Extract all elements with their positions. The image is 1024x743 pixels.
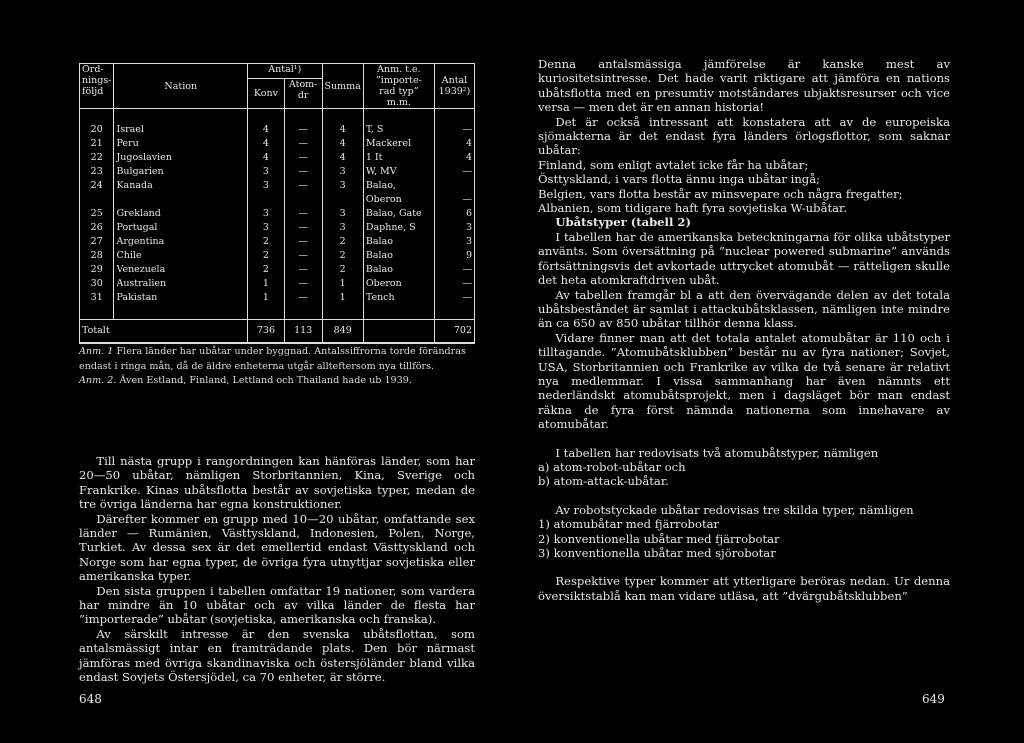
row-summa: 1: [322, 277, 363, 291]
row-summa: 4: [322, 137, 363, 151]
row-atom: —: [284, 207, 322, 221]
paragraph: Av robotstyckade ubåtar redovisas tre skilda typer, nämligen: [555, 502, 914, 517]
row-atom: —: [284, 249, 322, 263]
row-nation: Venezuela: [114, 263, 248, 277]
paragraph: Av tabellen framgår bl a att den övervägande delen av det totala ubåtsbeståndet är samlat i attackubåtsklassen, nämligen inte mindre än ca 650 av 850 ubåtar tillhör denna klass.: [538, 287, 950, 331]
row-konv: 3: [248, 221, 285, 235]
list-item: 1) atomubåtar med fjärrobotar: [538, 517, 720, 532]
table-row: [80, 165, 474, 179]
table-row: [80, 235, 474, 249]
table-row: [80, 221, 474, 235]
row-konv: 2: [248, 235, 285, 249]
row-summa: 2: [322, 235, 363, 249]
submarine-table: [79, 63, 475, 344]
row-summa: 2: [322, 263, 363, 277]
table-body: [80, 109, 474, 320]
header-ordningsfoljd: Ord- nings- följd: [80, 64, 114, 109]
right-page: [512, 0, 1024, 743]
row-anm: W, MV: [363, 165, 434, 179]
table-row: [80, 207, 474, 221]
row-antal-1939: —: [462, 292, 472, 303]
note-1-text: Flera länder har ubåtar under byggnad. Antalssiffrorna torde förändras endast i ringa mån, då de äldre enheterna utgår allteftersom nya tillförs.: [79, 346, 466, 372]
row-antal-1939: 3: [465, 236, 472, 247]
row-konv: 4: [248, 151, 285, 165]
total-konv: 736: [248, 320, 285, 343]
left-body-text: [79, 454, 475, 685]
table-row: [80, 193, 474, 207]
paragraph: Av särskilt intresse är den svenska ubåtsflottan, som antalsmässigt intar en framträdande plats. Den bör närmast jämföras med övriga skandinaviska och östersjöländer bland vilka endast Sovjets Östersjödel, ca 70 enheter, är större.: [79, 626, 475, 685]
row-summa: 4: [322, 151, 363, 165]
row-anm: T, S: [363, 123, 434, 137]
section-heading: Ubåtstyper (tabell 2): [555, 215, 691, 230]
table-row: [80, 249, 474, 263]
row-konv: [248, 193, 285, 207]
row-konv: 4: [248, 137, 285, 151]
row-antal-1939: —: [462, 124, 472, 135]
total-summa: 849: [322, 320, 363, 343]
row-atom: —: [284, 291, 322, 305]
header-anm: Anm. t.e. ”importe- rad typ” m.m.: [363, 64, 434, 109]
row-nation: Israel: [114, 123, 248, 137]
row-antal-1939: —: [462, 194, 472, 205]
row-antal-1939: —: [462, 264, 472, 275]
right-body-text: [538, 57, 950, 603]
row-konv: 3: [248, 179, 285, 193]
row-anm: Balao,: [363, 179, 434, 193]
row-number: 22: [80, 151, 114, 165]
table-row: [80, 263, 474, 277]
paragraph: Till nästa grupp i rangordningen kan hänföras länder, som har 20—50 ubåtar, nämligen Storbritannien, Kina, Sverige och Frankrike. Kinas ubåtsflotta består av sovjetiska typer, medan de tre övriga länderna har egna konstruktioner.: [79, 454, 475, 512]
row-number: 28: [80, 249, 114, 263]
header-konv: Konv: [248, 79, 285, 109]
total-antal-1939: 702: [434, 320, 474, 343]
paragraph: Därefter kommer en grupp med 10—20 ubåtar, omfattande sex länder — Rumänien, Västtyskland, Indonesien, Polen, Norge, Turkiet. Av dessa sex är det emellertid endast Västtyskland och Norge som har egna typer, de övriga fyra utnyttjar sovjetiska eller amerikanska typer.: [79, 511, 475, 584]
header-nation: Nation: [114, 64, 248, 109]
row-antal-1939: [434, 179, 474, 193]
note-2-text: Även Estland, Finland, Lettland och Thailand hade ub 1939.: [116, 375, 412, 386]
row-atom: —: [284, 165, 322, 179]
list-item: Östtyskland, i vars flotta ännu inga ubåtar ingå;: [538, 172, 821, 187]
row-number: 23: [80, 165, 114, 179]
table-row: [80, 123, 474, 137]
table-row: [80, 151, 474, 165]
note-2-label: Anm. 2.: [79, 375, 117, 386]
row-summa: [322, 193, 363, 207]
table-row: [80, 291, 474, 305]
row-konv: 2: [248, 263, 285, 277]
row-atom: —: [284, 263, 322, 277]
row-nation: Bulgarien: [114, 165, 248, 179]
row-number: 26: [80, 221, 114, 235]
row-antal-1939: —: [462, 278, 472, 289]
row-number: [80, 193, 114, 207]
paragraph: I tabellen har redovisats två atomubåtstyper, nämligen: [555, 445, 879, 460]
row-konv: 4: [248, 123, 285, 137]
list-item: Finland, som enligt avtalet icke får ha ubåtar;: [538, 157, 809, 172]
list-item: a) atom-robot-ubåtar och: [538, 459, 686, 474]
row-atom: —: [284, 151, 322, 165]
list-item: Albanien, som tidigare haft fyra sovjetiska W-ubåtar.: [538, 201, 847, 216]
row-nation: Chile: [114, 249, 248, 263]
paragraph: Den sista gruppen i tabellen omfattar 19 nationer, som vardera har mindre än 10 ubåtar och av vilka länder de flesta har ”importerade” ubåtar (sovjetiska, amerikanska och franska).: [79, 583, 475, 627]
row-nation: Australien: [114, 277, 248, 291]
page-number-left: 648: [79, 692, 102, 706]
row-antal-1939: —: [462, 166, 472, 177]
list-item: 3) konventionella ubåtar med sjörobotar: [538, 546, 776, 560]
row-atom: —: [284, 277, 322, 291]
row-summa: 3: [322, 207, 363, 221]
row-atom: —: [284, 221, 322, 235]
note-2: [79, 374, 479, 389]
row-nation: Portugal: [114, 221, 248, 235]
row-antal-1939: 3: [465, 222, 472, 233]
header-antal: Antal¹): [248, 64, 322, 79]
row-number: 30: [80, 277, 114, 291]
row-number: 27: [80, 235, 114, 249]
row-antal-1939: 6: [465, 208, 472, 219]
table-row: [80, 277, 474, 291]
row-konv: 3: [248, 165, 285, 179]
row-number: 25: [80, 207, 114, 221]
row-number: 24: [80, 179, 114, 193]
note-1: [79, 345, 479, 374]
row-nation: Grekland: [114, 207, 248, 221]
row-nation: Jugoslavien: [114, 151, 248, 165]
paragraph: I tabellen har de amerikanska beteckningarna för olika ubåtstyper använts. Som översättning på ”nuclear powered submarine” används förtsättningsvis det avkortade uttrycket atomubåt — rätteligen skulle det heta atomkraftdriven ubåt.: [538, 229, 950, 288]
header-antal-1939: Antal 1939²): [434, 64, 474, 109]
row-nation: Argentina: [114, 235, 248, 249]
paragraph: Denna antalsmässiga jämförelse är kanske mest av kuriositetsintresse. Det hade varit riktigare att jämföra en nations ubåtsflotta med en presumtiv motståndares ubjaktsresurser och vice versa — men det är en annan historia!: [538, 57, 950, 115]
paragraph: Respektive typer kommer att ytterligare beröras nedan. Ur denna översiktstablå kan man vidare utläsa, att ”dvärgubåtsklubben”: [538, 574, 950, 603]
paragraph: Det är också intressant att konstatera att av de europeiska sjömakterna är det endast fyra länders örlogsflottor, som saknar ubåtar:: [538, 114, 950, 158]
row-summa: 3: [322, 179, 363, 193]
row-anm: Balao: [363, 249, 434, 263]
row-atom: —: [284, 137, 322, 151]
row-anm: Oberon: [363, 277, 434, 291]
row-summa: 1: [322, 291, 363, 305]
row-summa: 4: [322, 123, 363, 137]
row-anm: Mackerel: [363, 137, 434, 151]
row-anm: Tench: [363, 291, 434, 305]
row-atom: —: [284, 179, 322, 193]
row-konv: 3: [248, 207, 285, 221]
row-number: 29: [80, 263, 114, 277]
list-item: b) atom-attack-ubåtar.: [538, 474, 669, 489]
row-summa: 3: [322, 221, 363, 235]
list-item: 2) konventionella ubåtar med fjärrobotar: [538, 531, 780, 546]
row-konv: 2: [248, 249, 285, 263]
row-anm: Daphne, S: [363, 221, 434, 235]
row-nation: Pakistan: [114, 291, 248, 305]
row-antal-1939: 4: [465, 138, 472, 149]
row-atom: —: [284, 235, 322, 249]
row-number: 20: [80, 123, 114, 137]
row-konv: 1: [248, 291, 285, 305]
row-atom: —: [284, 123, 322, 137]
row-konv: 1: [248, 277, 285, 291]
note-1-label: Anm. 1: [79, 346, 114, 357]
row-anm: Balao, Gate: [363, 207, 434, 221]
row-atom: [284, 193, 322, 207]
row-anm: Oberon: [363, 193, 434, 207]
row-anm: Balao: [363, 263, 434, 277]
row-nation: Peru: [114, 137, 248, 151]
row-number: 21: [80, 137, 114, 151]
header-atomdr: Atom- dr: [284, 79, 322, 109]
header-summa: Summa: [322, 64, 363, 109]
row-summa: 3: [322, 165, 363, 179]
row-number: 31: [80, 291, 114, 305]
row-nation: Kanada: [114, 179, 248, 193]
total-row: [80, 320, 474, 343]
paragraph: Vidare finner man att det totala antalet atomubåtar är 110 och i tilltagande. ”Atomubåtsklubben” består nu av fyra nationer; Sovjet, USA, Storbritannien och Frankrike av vilka de två senare är relativt nya medlemmar. I vissa sammanhang har även nämnts ett nederländskt atomubåtsprojekt, men i dagsläget bör man endast räkna de fyra först nämnda nationerna som innehavare av atomubåtar.: [538, 330, 950, 432]
table-row: [80, 137, 474, 151]
row-anm: 1 It: [363, 151, 434, 165]
row-anm: Balao: [363, 235, 434, 249]
table-notes: [79, 345, 479, 389]
page-number-right: 649: [922, 692, 945, 706]
total-label: Totalt: [80, 320, 248, 343]
list-item: Belgien, vars flotta består av minsvepare och några fregatter;: [538, 186, 903, 201]
table-row: [80, 179, 474, 193]
row-antal-1939: 4: [465, 152, 472, 163]
row-nation: [114, 193, 248, 207]
total-atom: 113: [284, 320, 322, 343]
row-summa: 2: [322, 249, 363, 263]
row-antal-1939: 9: [465, 250, 472, 261]
